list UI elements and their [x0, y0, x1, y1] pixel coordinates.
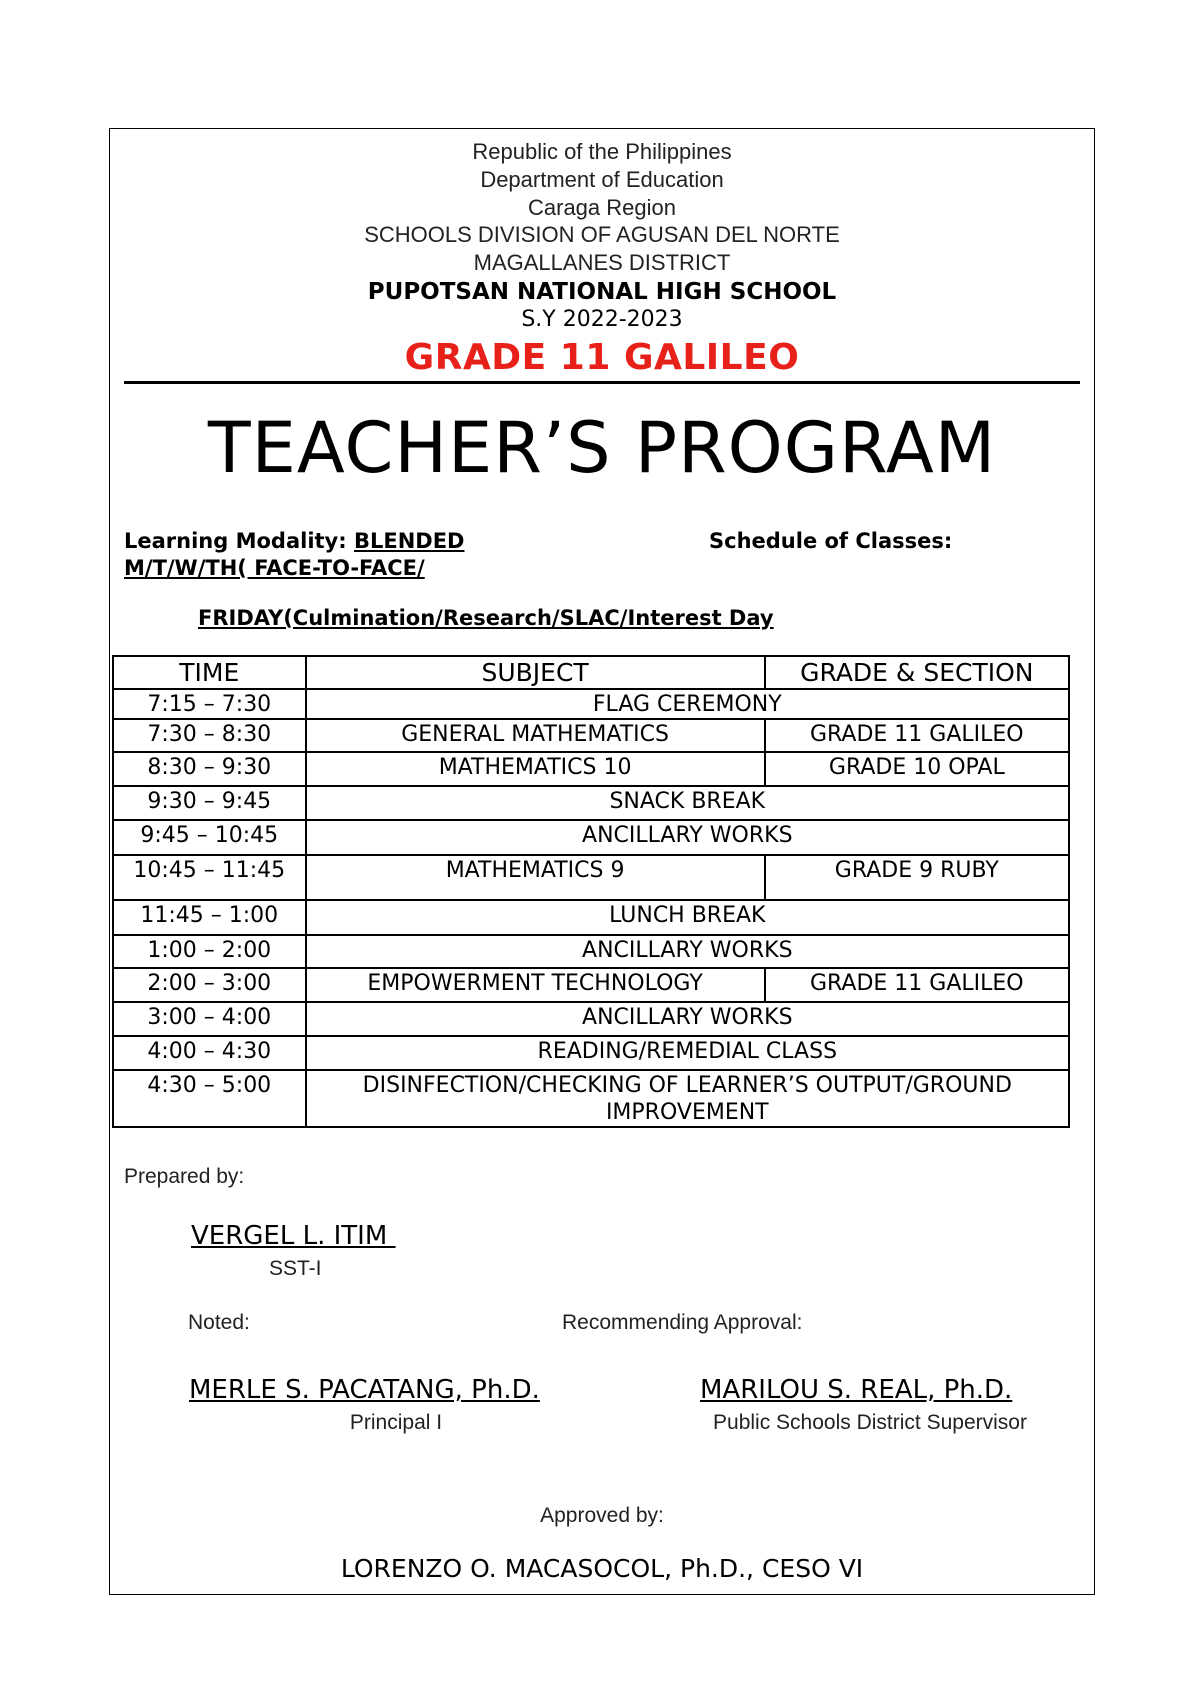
table-row [113, 719, 1069, 752]
supervisor-name: MARILOU S. REAL, Ph.D. [700, 1375, 1013, 1405]
schedule-table [112, 655, 1070, 1128]
schedule-line-2: FRIDAY(Culmination/Research/SLAC/Interest Day [198, 606, 774, 630]
section-cell: GRADE 10 OPAL [765, 752, 1069, 786]
table-row [113, 1002, 1069, 1036]
section-cell: GRADE 9 RUBY [765, 855, 1069, 900]
table-row [113, 900, 1069, 935]
page-title: TEACHER’S PROGRAM [207, 407, 997, 489]
header-division: SCHOOLS DIVISION OF AGUSAN DEL NORTE [364, 222, 840, 247]
time-cell: 7:15 – 7:30 [113, 689, 306, 719]
subject-cell: ANCILLARY WORKS [306, 935, 1069, 968]
grade-section-title: GRADE 11 GALILEO [404, 337, 800, 378]
prepared-by-name: VERGEL L. ITIM [191, 1221, 396, 1251]
time-cell: 4:30 – 5:00 [113, 1070, 306, 1127]
table-row [113, 752, 1069, 786]
learning-modality [124, 529, 465, 553]
header-subject: SUBJECT [306, 656, 765, 689]
time-cell: 10:45 – 11:45 [113, 855, 306, 900]
time-cell: 3:00 – 4:00 [113, 1002, 306, 1036]
header-grade-section: GRADE & SECTION [765, 656, 1069, 689]
table-row [113, 935, 1069, 968]
header-region: Caraga Region [528, 195, 676, 220]
header-republic: Republic of the Philippines [472, 139, 732, 164]
subject-cell: DISINFECTION/CHECKING OF LEARNER’S OUTPUT/GROUND IMPROVEMENT [306, 1070, 1069, 1127]
table-row [113, 786, 1069, 820]
time-cell: 1:00 – 2:00 [113, 935, 306, 968]
noted-label: Noted: [188, 1311, 250, 1334]
table-row [113, 855, 1069, 900]
subject-cell: EMPOWERMENT TECHNOLOGY [306, 968, 765, 1002]
subject-cell: ANCILLARY WORKS [306, 1002, 1069, 1036]
prepared-by-label: Prepared by: [124, 1165, 245, 1188]
section-cell: GRADE 11 GALILEO [765, 968, 1069, 1002]
school-year: S.Y 2022-2023 [521, 307, 683, 332]
header-district: MAGALLANES DISTRICT [473, 250, 731, 275]
subject-cell: MATHEMATICS 10 [306, 752, 765, 786]
schedule-label: Schedule of Classes: [709, 529, 953, 553]
time-cell: 9:30 – 9:45 [113, 786, 306, 820]
time-cell: 4:00 – 4:30 [113, 1036, 306, 1070]
table-header-row [113, 656, 1069, 689]
header-divider [124, 381, 1080, 384]
header-department: Department of Education [480, 167, 724, 192]
time-cell: 9:45 – 10:45 [113, 820, 306, 855]
table-row [113, 1036, 1069, 1070]
subject-cell: LUNCH BREAK [306, 900, 1069, 935]
time-cell: 7:30 – 8:30 [113, 719, 306, 752]
modality-value: BLENDED [353, 529, 465, 553]
section-cell: GRADE 11 GALILEO [765, 719, 1069, 752]
principal-name: MERLE S. PACATANG, Ph.D. [189, 1375, 540, 1405]
school-name: PUPOTSAN NATIONAL HIGH SCHOOL [367, 279, 837, 305]
principal-role: Principal I [349, 1411, 443, 1434]
schedule-line-1: M/T/W/TH( FACE-TO-FACE/ [124, 556, 425, 580]
prepared-by-role: SST-I [269, 1257, 322, 1280]
subject-cell: FLAG CEREMONY [306, 689, 1069, 719]
approved-by-label: Approved by: [540, 1504, 664, 1527]
table-row [113, 820, 1069, 855]
supervisor-role: Public Schools District Supervisor [713, 1411, 1027, 1434]
approver-name: LORENZO O. MACASOCOL, Ph.D., CESO VI [340, 1554, 864, 1583]
modality-label: Learning Modality: [124, 529, 354, 553]
time-cell: 2:00 – 3:00 [113, 968, 306, 1002]
header-time: TIME [113, 656, 306, 689]
table-row [113, 689, 1069, 719]
recommending-label: Recommending Approval: [562, 1311, 803, 1334]
subject-cell: READING/REMEDIAL CLASS [306, 1036, 1069, 1070]
time-cell: 11:45 – 1:00 [113, 900, 306, 935]
time-cell: 8:30 – 9:30 [113, 752, 306, 786]
table-row [113, 968, 1069, 1002]
table-row [113, 1070, 1069, 1127]
subject-cell: GENERAL MATHEMATICS [306, 719, 765, 752]
subject-cell: MATHEMATICS 9 [306, 855, 765, 900]
subject-cell: SNACK BREAK [306, 786, 1069, 820]
subject-cell: ANCILLARY WORKS [306, 820, 1069, 855]
document-frame [109, 128, 1095, 1595]
